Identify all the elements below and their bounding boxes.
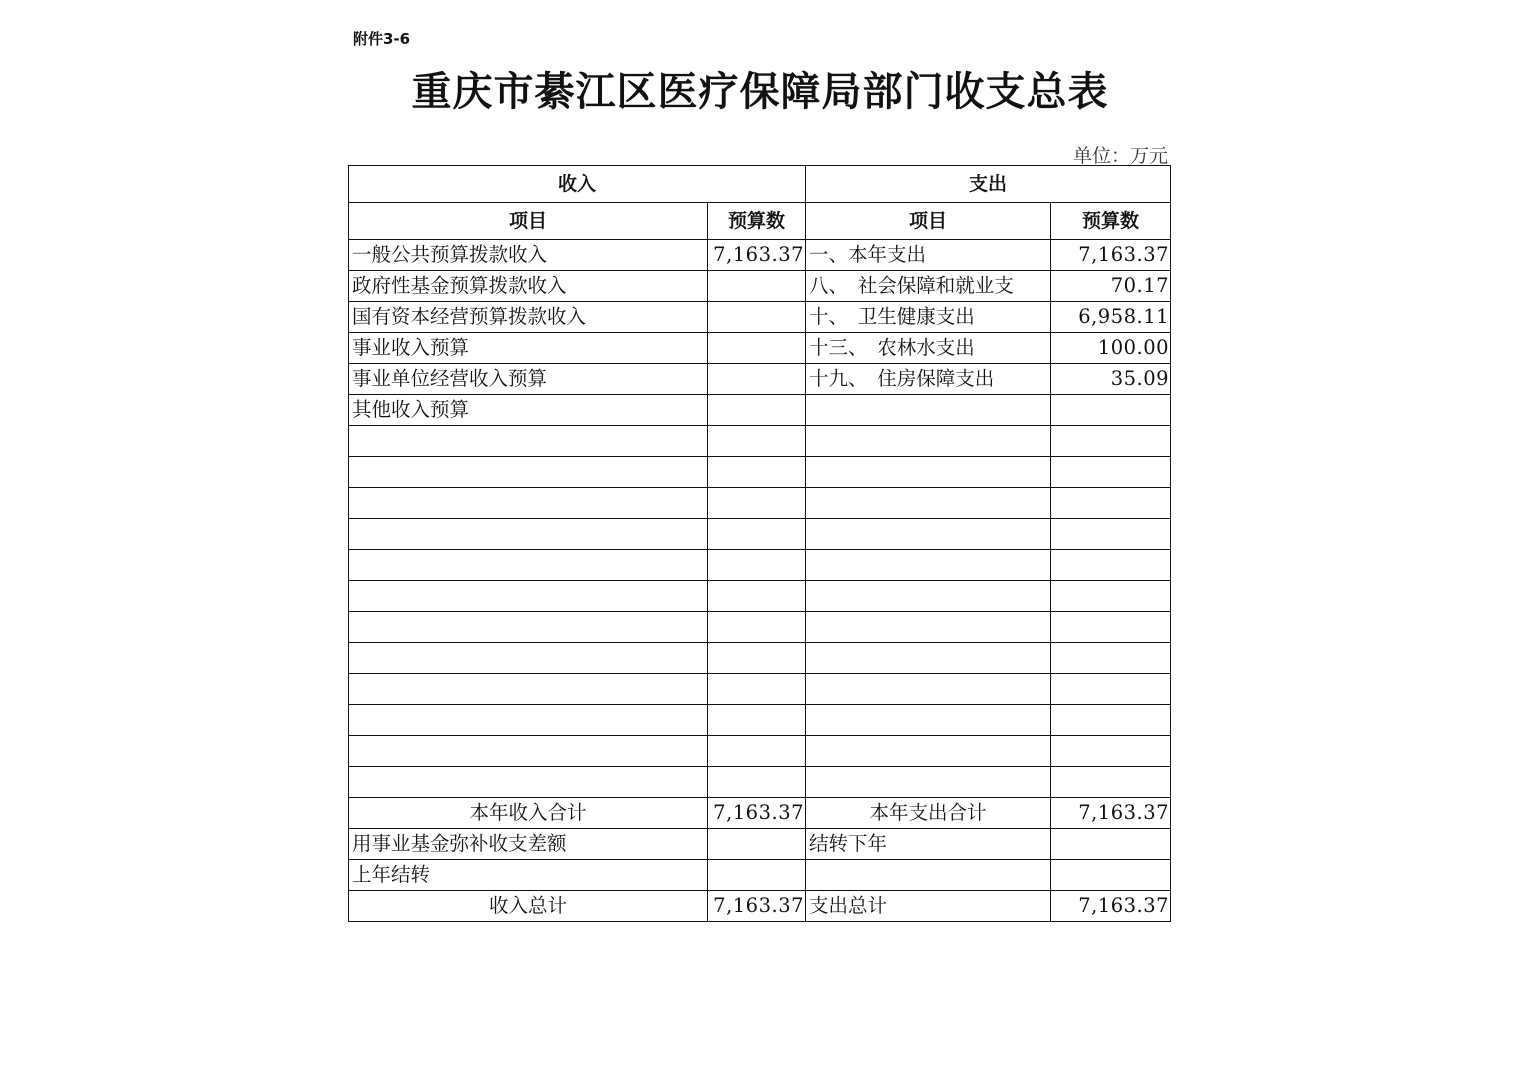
expense-item-cell	[806, 643, 1051, 674]
expense-value-cell	[1051, 829, 1171, 860]
income-value-cell	[708, 581, 806, 612]
expense-item-cell: 十九、 住房保障支出	[806, 364, 1051, 395]
income-value-cell	[708, 705, 806, 736]
income-value-cell	[708, 736, 806, 767]
expense-item-cell	[806, 519, 1051, 550]
budget-summary-table	[348, 165, 1171, 922]
income-value-cell	[708, 674, 806, 705]
income-item-cell	[349, 457, 708, 488]
expense-item-cell	[806, 488, 1051, 519]
income-section-header: 收入	[349, 166, 806, 203]
table-row	[349, 240, 1171, 271]
income-item-cell	[349, 705, 708, 736]
expense-value-cell	[1051, 488, 1171, 519]
table-row	[349, 519, 1171, 550]
expense-item-cell	[806, 612, 1051, 643]
income-value-cell	[708, 457, 806, 488]
unit-label: 单位：万元	[1072, 145, 1168, 167]
table-row	[349, 488, 1171, 519]
income-item-cell: 其他收入预算	[349, 395, 708, 426]
expense-value-cell	[1051, 550, 1171, 581]
attachment-label: 附件3-6	[353, 30, 411, 48]
expense-item-cell	[806, 395, 1051, 426]
summary-row	[349, 798, 1171, 829]
expense-value-cell	[1051, 860, 1171, 891]
expense-section-header: 支出	[806, 166, 1171, 203]
income-value-cell: 7,163.37	[708, 891, 806, 922]
income-item-cell: 收入总计	[349, 891, 708, 922]
expense-budget-header: 预算数	[1051, 203, 1171, 240]
income-value-cell: 7,163.37	[708, 798, 806, 829]
expense-item-cell	[806, 860, 1051, 891]
income-value-cell	[708, 612, 806, 643]
income-item-cell	[349, 767, 708, 798]
expense-item-cell: 本年支出合计	[806, 798, 1051, 829]
expense-value-cell: 6,958.11	[1051, 302, 1171, 333]
table-row	[349, 457, 1171, 488]
table-row	[349, 550, 1171, 581]
income-value-cell	[708, 395, 806, 426]
expense-value-cell: 70.17	[1051, 271, 1171, 302]
income-item-cell: 用事业基金弥补收支差额	[349, 829, 708, 860]
income-item-cell	[349, 550, 708, 581]
expense-item-cell: 八、 社会保障和就业支	[806, 271, 1051, 302]
table-row	[349, 271, 1171, 302]
expense-item-cell: 十三、 农林水支出	[806, 333, 1051, 364]
income-value-cell	[708, 643, 806, 674]
expense-item-cell	[806, 581, 1051, 612]
summary-row	[349, 891, 1171, 922]
expense-item-cell: 十、 卫生健康支出	[806, 302, 1051, 333]
expense-item-cell	[806, 767, 1051, 798]
table-row	[349, 333, 1171, 364]
summary-row	[349, 829, 1171, 860]
income-value-cell	[708, 271, 806, 302]
summary-row	[349, 860, 1171, 891]
expense-item-cell	[806, 736, 1051, 767]
expense-value-cell	[1051, 705, 1171, 736]
table-row	[349, 674, 1171, 705]
table-row	[349, 736, 1171, 767]
expense-item-cell	[806, 457, 1051, 488]
table-row	[349, 364, 1171, 395]
income-item-cell: 本年收入合计	[349, 798, 708, 829]
income-value-cell	[708, 550, 806, 581]
expense-value-cell	[1051, 426, 1171, 457]
table-row	[349, 612, 1171, 643]
expense-value-cell: 100.00	[1051, 333, 1171, 364]
income-budget-header: 预算数	[708, 203, 806, 240]
income-item-cell	[349, 426, 708, 457]
income-item-cell	[349, 581, 708, 612]
income-item-cell	[349, 643, 708, 674]
expense-value-cell	[1051, 736, 1171, 767]
income-item-cell: 一般公共预算拨款收入	[349, 240, 708, 271]
expense-item-cell	[806, 705, 1051, 736]
expense-value-cell	[1051, 581, 1171, 612]
column-header-row	[349, 203, 1171, 240]
income-item-cell	[349, 488, 708, 519]
income-item-cell: 事业收入预算	[349, 333, 708, 364]
income-item-cell	[349, 612, 708, 643]
income-item-cell	[349, 519, 708, 550]
income-value-cell	[708, 829, 806, 860]
income-value-cell: 7,163.37	[708, 240, 806, 271]
table-row	[349, 581, 1171, 612]
income-item-cell: 事业单位经营收入预算	[349, 364, 708, 395]
income-item-header: 项目	[349, 203, 708, 240]
income-item-cell: 上年结转	[349, 860, 708, 891]
expense-value-cell	[1051, 612, 1171, 643]
expense-item-cell: 结转下年	[806, 829, 1051, 860]
income-value-cell	[708, 519, 806, 550]
expense-value-cell	[1051, 395, 1171, 426]
page-title: 重庆市綦江区医疗保障局部门收支总表	[411, 69, 1109, 115]
table-row	[349, 426, 1171, 457]
expense-value-cell	[1051, 767, 1171, 798]
expense-value-cell	[1051, 519, 1171, 550]
income-value-cell	[708, 860, 806, 891]
expense-item-header: 项目	[806, 203, 1051, 240]
income-value-cell	[708, 364, 806, 395]
income-item-cell: 政府性基金预算拨款收入	[349, 271, 708, 302]
expense-value-cell	[1051, 643, 1171, 674]
expense-value-cell	[1051, 457, 1171, 488]
table-row	[349, 767, 1171, 798]
income-item-cell: 国有资本经营预算拨款收入	[349, 302, 708, 333]
table-row	[349, 395, 1171, 426]
income-value-cell	[708, 767, 806, 798]
table-row	[349, 643, 1171, 674]
expense-value-cell: 7,163.37	[1051, 798, 1171, 829]
expense-item-cell	[806, 426, 1051, 457]
expense-value-cell: 7,163.37	[1051, 891, 1171, 922]
expense-item-cell: 支出总计	[806, 891, 1051, 922]
income-value-cell	[708, 426, 806, 457]
expense-item-cell	[806, 550, 1051, 581]
section-header-row	[349, 166, 1171, 203]
income-value-cell	[708, 488, 806, 519]
income-value-cell	[708, 302, 806, 333]
expense-value-cell: 7,163.37	[1051, 240, 1171, 271]
income-value-cell	[708, 333, 806, 364]
table-row	[349, 302, 1171, 333]
expense-value-cell: 35.09	[1051, 364, 1171, 395]
expense-item-cell	[806, 674, 1051, 705]
expense-value-cell	[1051, 674, 1171, 705]
table-row	[349, 705, 1171, 736]
income-item-cell	[349, 674, 708, 705]
income-item-cell	[349, 736, 708, 767]
expense-item-cell: 一、本年支出	[806, 240, 1051, 271]
